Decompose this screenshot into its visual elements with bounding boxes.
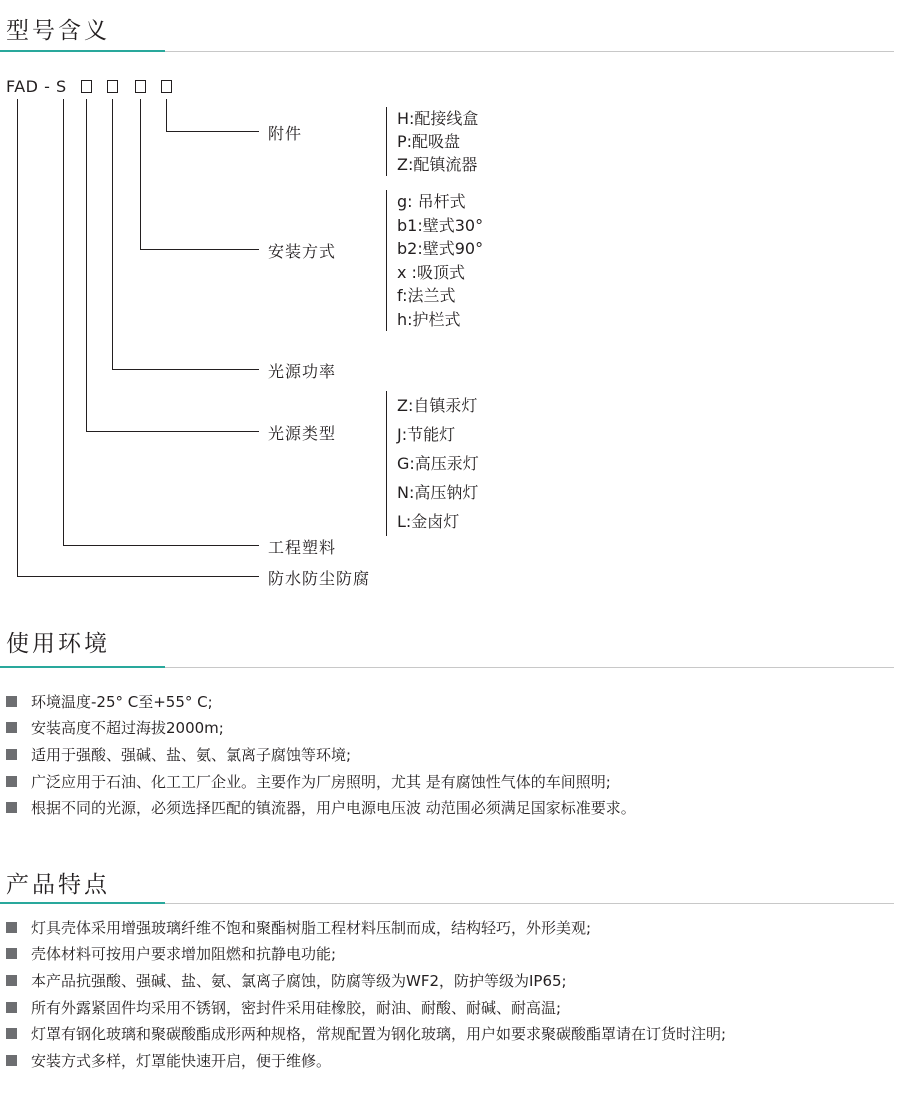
option-item: b1:壁式30° (397, 215, 484, 235)
tree-branch-power (112, 369, 259, 370)
environment-list (6, 688, 636, 821)
tree-line-installation (140, 99, 141, 249)
option-item: f:法兰式 (397, 286, 456, 305)
list-item-text: 根据不同的光源，必须选择匹配的镇流器，用户电源电压波 动范围必须满足国家标准要求。 (31, 799, 636, 818)
tree-line-plastic (63, 99, 64, 545)
option-item: P:配吸盘 (397, 132, 461, 151)
bullet-square-icon (6, 802, 17, 813)
option-item: g: 吊杆式 (397, 192, 466, 211)
model-box-1 (81, 80, 92, 93)
bullet-square-icon (6, 776, 17, 787)
tree-branch-source-type (86, 431, 259, 432)
bullet-square-icon (6, 922, 17, 933)
list-item-text: 环境温度-25° C至+55° C; (31, 692, 213, 711)
label-protection: 防水防尘防腐 (268, 569, 371, 588)
tree-branch-accessory (166, 131, 259, 132)
bullet-square-icon (6, 722, 17, 733)
bullet-square-icon (6, 975, 17, 986)
list-item (6, 1047, 726, 1074)
list-item-text: 灯具壳体采用增强玻璃纤维不饱和聚酯树脂工程材料压制而成，结构轻巧，外形美观; (31, 918, 592, 937)
list-item-text: 本产品抗强酸、强碱、盐、氨、氯离子腐蚀，防腐等级为WF2，防护等级为IP65; (31, 971, 567, 990)
list-item (6, 715, 636, 742)
list-item (6, 741, 636, 768)
tree-line-power (112, 99, 113, 369)
list-item (6, 768, 636, 795)
features-list (6, 914, 726, 1074)
bullet-square-icon (6, 1028, 17, 1039)
list-item-text: 安装高度不超过海拔2000m; (31, 719, 224, 738)
bullet-square-icon (6, 1002, 17, 1013)
environment-section-title: 使用环境 (6, 631, 110, 657)
option-item: J:节能灯 (397, 425, 456, 444)
list-item-text: 安装方式多样，灯罩能快速开启，便于维修。 (31, 1051, 332, 1070)
list-item-text: 所有外露紧固件均采用不锈钢，密封件采用硅橡胶，耐油、耐酸、耐碱、耐高温; (31, 998, 562, 1017)
option-item: G:高压汞灯 (397, 454, 479, 473)
label-plastic: 工程塑料 (268, 538, 337, 557)
installation-options (386, 190, 483, 331)
label-source-type: 光源类型 (268, 424, 337, 443)
model-box-3 (135, 80, 146, 93)
accessory-options (386, 107, 478, 176)
list-item (6, 794, 636, 821)
list-item (6, 967, 726, 994)
bullet-square-icon (6, 696, 17, 707)
option-item: Z:配镇流器 (397, 155, 478, 174)
option-item: b2:壁式90° (397, 239, 484, 258)
label-power: 光源功率 (268, 362, 337, 381)
option-item: H:配接线盒 (397, 109, 479, 128)
features-section-title: 产品特点 (6, 872, 110, 898)
list-item (6, 688, 636, 715)
model-section-title: 型号含义 (6, 18, 110, 44)
bullet-square-icon (6, 749, 17, 760)
tree-branch-plastic (63, 545, 259, 546)
model-code: FAD - S (6, 77, 67, 96)
label-installation: 安装方式 (268, 242, 337, 261)
tree-branch-installation (140, 249, 259, 250)
model-box-4 (161, 80, 172, 93)
tree-line-protection (17, 99, 18, 576)
tree-line-accessory (166, 99, 167, 131)
source-options (386, 391, 479, 536)
label-accessory: 附件 (268, 124, 303, 143)
bullet-square-icon (6, 948, 17, 959)
option-item: L:金卤灯 (397, 512, 460, 531)
list-item-text: 适用于强酸、强碱、盐、氨、氯离子腐蚀等环境; (31, 745, 352, 764)
features-section-accent (0, 902, 165, 904)
option-item: Z:自镇汞灯 (397, 396, 478, 415)
list-item (6, 994, 726, 1021)
environment-section-accent (0, 666, 165, 668)
option-item: N:高压钠灯 (397, 483, 479, 502)
tree-branch-protection (17, 576, 259, 577)
model-box-2 (107, 80, 118, 93)
option-item: h:护栏式 (397, 309, 461, 329)
list-item (6, 1020, 726, 1047)
option-item: x :吸顶式 (397, 262, 465, 282)
list-item (6, 914, 726, 941)
bullet-square-icon (6, 1055, 17, 1066)
tree-line-source-type (86, 99, 87, 431)
list-item-text: 灯罩有钢化玻璃和聚碳酸酯成形两种规格，常规配置为钢化玻璃，用户如要求聚碳酸酯罩请在订货时注明; (31, 1025, 727, 1044)
list-item-text: 壳体材料可按用户要求增加阻燃和抗静电功能; (31, 945, 337, 964)
list-item (6, 941, 726, 968)
model-section-accent (0, 50, 165, 52)
list-item-text: 广泛应用于石油、化工工厂企业。主要作为厂房照明，尤其 是有腐蚀性气体的车间照明; (31, 772, 611, 791)
